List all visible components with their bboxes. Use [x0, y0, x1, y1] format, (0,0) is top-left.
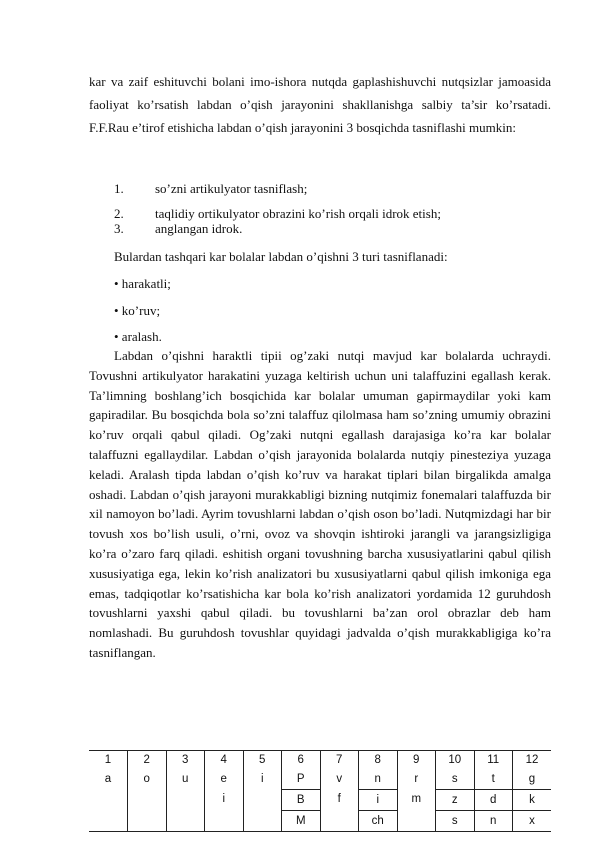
- bullet-item: • aralash.: [114, 329, 162, 344]
- list-text: anglangan idrok.: [155, 221, 243, 236]
- column-number: 1: [104, 754, 112, 766]
- classification-intro: Bulardan tashqari kar bolalar labdan o’qishni 3 turi tasniflanadi:: [114, 249, 448, 264]
- table-cell: ch: [359, 810, 397, 831]
- paragraph-main: Labdan o’qishni haraktli tipii og’zaki nutqi mavjud kar bolalarda uchraydi. Tovushni artikulyator harakatini yuzaga keltirish uchun uni talaffuzini egallash kerak. Ta’limning boshlang’ich bosqichida kar bolalar umuman gapirmaydilar yoki kam gapiradilar. Bu bosqichda bola so’zni talaffuz qilolmasa ham so’zning umumiy obrazini ko’ruv orqali qabul qiladi. Og’zaki nutqni egallash darajasiga ko’ra kar bolalar talaffuzni egallaydilar. Labdan o’qish jarayonida bolalarda nutqiy pinesteziya yuzaga keladi. Aralash tipda labdan o’qish ko’ruv va harakat tiplari bilan birgalikda amalga oshadi. Labdan o’qish jarayoni murakkabligi bizning nutqimiz fonemalari talaffuzda bir xil namoyon bo’ladi. Ayrim tovushlarni labdan o’qish oson bo’ladi. Nutqmizdagi har bir tovush xos bo’lish usuli, o’rni, ovoz va shovqin ishtiroki jarangli va jarangsizligiga ko’ra o’zaro farq qiladi. eshitish organi tovushning barcha xususiyatlarini qabul qilish xususiyatiga ega, lekin ko’rish analizatori bu xususiyatlarni qabul qilish imkoniga ega emas, tadqiqotlar ko’rsatishicha kar bola ko’rish analizatori yordamida 12 guruhdosh tovushlarni yaxshi qabul qiladi. bu tovushlarni ba’zan orol obrazlar deb ham nomlashadi. Bu guruhdosh tovushlar quyidagi jadvalda o’qish murakkabligiga ko’ra tasniflangan.: [89, 348, 551, 660]
- table-cell: n: [475, 810, 513, 831]
- table-cell: M: [282, 810, 320, 831]
- table-cell: v: [336, 773, 343, 785]
- phoneme-groups-table: [89, 750, 551, 832]
- table-cell: a: [104, 773, 112, 785]
- table-cell: s: [451, 773, 458, 785]
- list-text: so’zni artikulyator tasniflash;: [155, 181, 308, 196]
- table-cell: m: [411, 793, 422, 805]
- column-number: 5: [259, 754, 266, 766]
- table-cell: i: [260, 773, 264, 785]
- column-number: 10: [448, 754, 462, 766]
- list-number: 3.: [114, 221, 124, 236]
- bullet-item: • ko’ruv;: [114, 303, 161, 318]
- table-column: [359, 751, 398, 832]
- table-column: [89, 751, 128, 832]
- table-cell: x: [513, 810, 551, 831]
- table-cell: f: [337, 793, 341, 805]
- table-column: [128, 751, 167, 832]
- column-number: 12: [525, 754, 539, 766]
- table-column: [436, 751, 475, 832]
- list-item: [114, 181, 307, 197]
- list-item: [114, 221, 242, 237]
- table-cell: z: [436, 789, 474, 810]
- paragraph-intro: kar va zaif eshituvchi bolani imo-ishora nutqda gaplashishuvchi nutqsizlar jamoasida faoliyat ko’rsatish labdan o’qish jarayonini shakllanishga salbiy ta’sir ko’rsatadi. F.F.Rau e’tirof etishicha labdan o’qish jarayonini 3 bosqichda tasniflashi mumkin:: [89, 74, 551, 135]
- column-number: 3: [182, 754, 189, 766]
- column-number: 7: [336, 754, 343, 766]
- table-cell: t: [491, 773, 495, 785]
- column-number: 8: [374, 754, 381, 766]
- column-number: 6: [297, 754, 304, 766]
- table-cell: g: [528, 773, 536, 785]
- table-column: [474, 751, 513, 832]
- list-item: [114, 206, 441, 222]
- table-column: [282, 751, 321, 832]
- table-cell: P: [296, 773, 305, 785]
- column-number: 9: [413, 754, 420, 766]
- list-text: taqlidiy ortikulyator obrazini ko’rish orqali idrok etish;: [155, 206, 441, 221]
- table-column: [320, 751, 359, 832]
- table-cell: o: [143, 773, 150, 785]
- table-cell: B: [282, 789, 320, 810]
- table-column: [397, 751, 436, 832]
- list-number: 1.: [114, 181, 124, 196]
- table-cell: n: [374, 773, 381, 785]
- table-cell: u: [182, 773, 189, 785]
- bullet-item: • harakatli;: [114, 276, 171, 291]
- column-number: 2: [143, 754, 150, 766]
- table-cell: s: [436, 810, 474, 831]
- table-cell: e: [220, 773, 227, 785]
- table-cell: i: [222, 793, 226, 805]
- table-column: [205, 751, 244, 832]
- table-column: [513, 751, 552, 832]
- table-cell: k: [513, 789, 551, 810]
- column-number: 4: [220, 754, 227, 766]
- table-column: [243, 751, 282, 832]
- column-number: 11: [487, 754, 500, 766]
- table-cell: d: [475, 789, 513, 810]
- table-cell: i: [359, 789, 397, 810]
- list-number: 2.: [114, 206, 124, 221]
- table-column: [166, 751, 205, 832]
- table-cell: r: [414, 773, 419, 785]
